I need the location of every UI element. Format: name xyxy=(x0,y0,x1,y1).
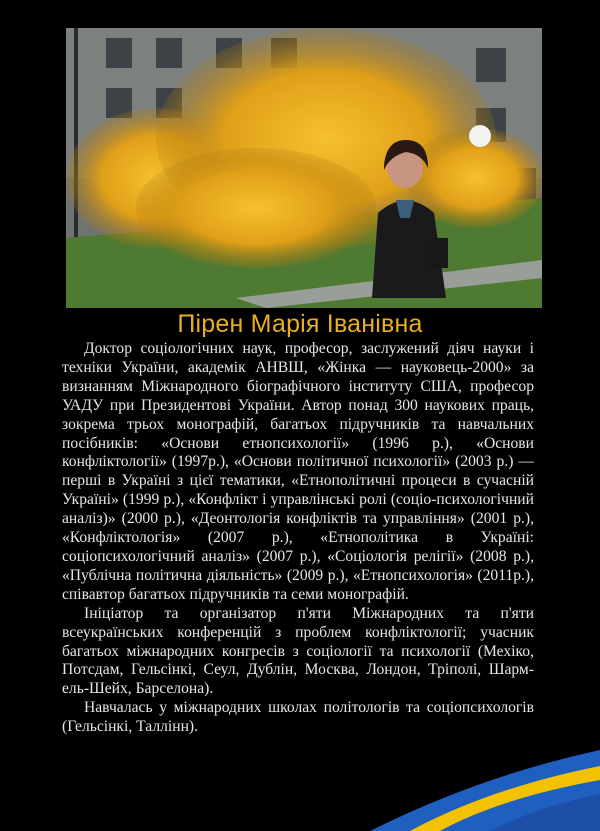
bio-paragraph: Ініціатор та організатор п'яти Міжнародних та п'яти всеукраїнських конференцій з проблем конфліктології; учасник багатьох міжнародних конгресів з соціології та психології (Мехіко, Потсдам, Гельсінкі, Сеул, Дублін, Москва, Лондон, Тріполі, Шарм-ель-Шейх, Барселона). xyxy=(62,604,534,698)
bio-paragraph: Доктор соціологічних наук, професор, заслужений діяч науки і техніки України, академік АНВШ, «Жінка — науковець-2000» за визнанням Міжнародного біографічного інституту США, професор УАДУ при Президентові України. Автор понад 300 наукових праць, зокрема трьох монографій, багатьох підручників та навчальних посібників: «Основи етнопсихології» (1996 р.), «Основи конфліктології» (1997р.), «Основи політичної психології» (2003 р.) — перші в Україні з цієї тематики, «Етнополітичні процеси в сучасній Україні» (1999 р.), «Конфлікт і управлінські ролі (соціо-психологічний аналіз)» (2000 р.), «Деонтологія конфліктів та управління» (2001 р.), «Конфліктологія» (2007 р.), «Етнополітика в Україні: соціопсихологічний аналіз» (2007 р.), «Соціологія релігії» (2008 р.), «Публічна політична діяльність» (2009 р.), «Етнопсихологія» (2011р.), співавтор багатьох підручників та семи монографій. xyxy=(62,340,534,603)
author-photo xyxy=(66,28,542,308)
author-photo-illustration xyxy=(66,28,542,308)
bio-paragraph: Навчалась у міжнародних школах політологів та соціопсихологів (Гельсінкі, Таллінн). xyxy=(62,699,534,736)
corner-swoosh-decoration xyxy=(370,736,600,831)
author-name: Пірен Марія Іванівна xyxy=(177,310,423,338)
author-bio xyxy=(62,340,534,737)
